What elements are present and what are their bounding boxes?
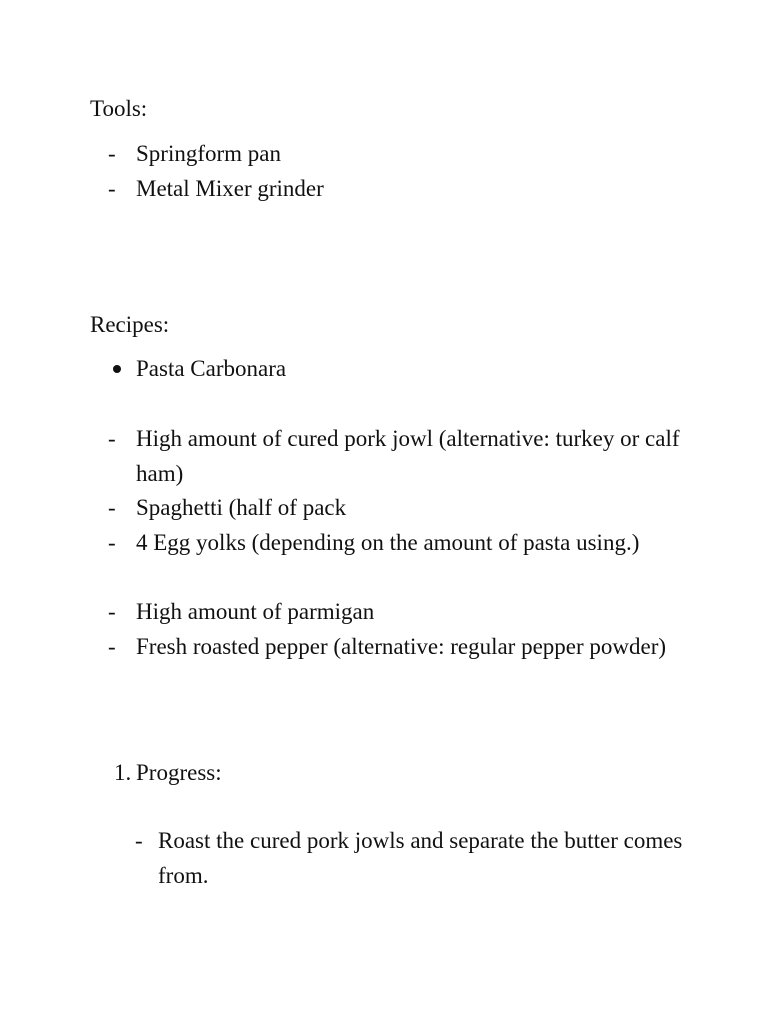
ingredient-item bbox=[108, 594, 688, 629]
dash-marker: - bbox=[108, 530, 116, 555]
dash-marker: - bbox=[108, 634, 116, 659]
dash-marker: - bbox=[108, 495, 116, 520]
recipe-dish-name: Pasta Carbonara bbox=[136, 356, 287, 381]
recipe-dish-item bbox=[108, 351, 688, 386]
tools-heading: Tools: bbox=[90, 96, 148, 121]
recipes-heading: Recipes: bbox=[90, 312, 170, 337]
tool-item-text: Metal Mixer grinder bbox=[136, 176, 324, 201]
ingredient-item bbox=[108, 421, 688, 491]
tool-item-text: Springform pan bbox=[136, 141, 282, 166]
dash-marker: - bbox=[135, 828, 143, 853]
dash-marker: - bbox=[108, 141, 116, 166]
bullet-icon bbox=[113, 365, 121, 373]
ingredient-text: Spaghetti (half of pack bbox=[136, 495, 347, 520]
tool-item bbox=[108, 171, 688, 206]
ingredient-item bbox=[108, 629, 688, 664]
progress-step-text: Roast the cured pork jowls and separate the butter comes from. bbox=[158, 828, 683, 888]
ingredient-text: 4 Egg yolks (depending on the amount of pasta using.) bbox=[136, 530, 640, 555]
ingredient-text: High amount of parmigan bbox=[136, 599, 375, 624]
dash-marker: - bbox=[108, 176, 116, 201]
ingredient-text: High amount of cured pork jowl (alternative: turkey or calf ham) bbox=[136, 426, 680, 486]
tool-item bbox=[108, 136, 688, 171]
ingredient-item bbox=[108, 490, 688, 525]
dash-marker: - bbox=[108, 599, 116, 624]
progress-step-item bbox=[135, 823, 695, 893]
progress-heading-item bbox=[108, 755, 688, 790]
ingredient-item bbox=[108, 525, 688, 560]
dash-marker: - bbox=[108, 426, 116, 451]
number-marker: 1. bbox=[114, 760, 132, 785]
ingredient-text: Fresh roasted pepper (alternative: regular pepper powder) bbox=[136, 634, 667, 659]
progress-heading: Progress: bbox=[136, 760, 222, 785]
